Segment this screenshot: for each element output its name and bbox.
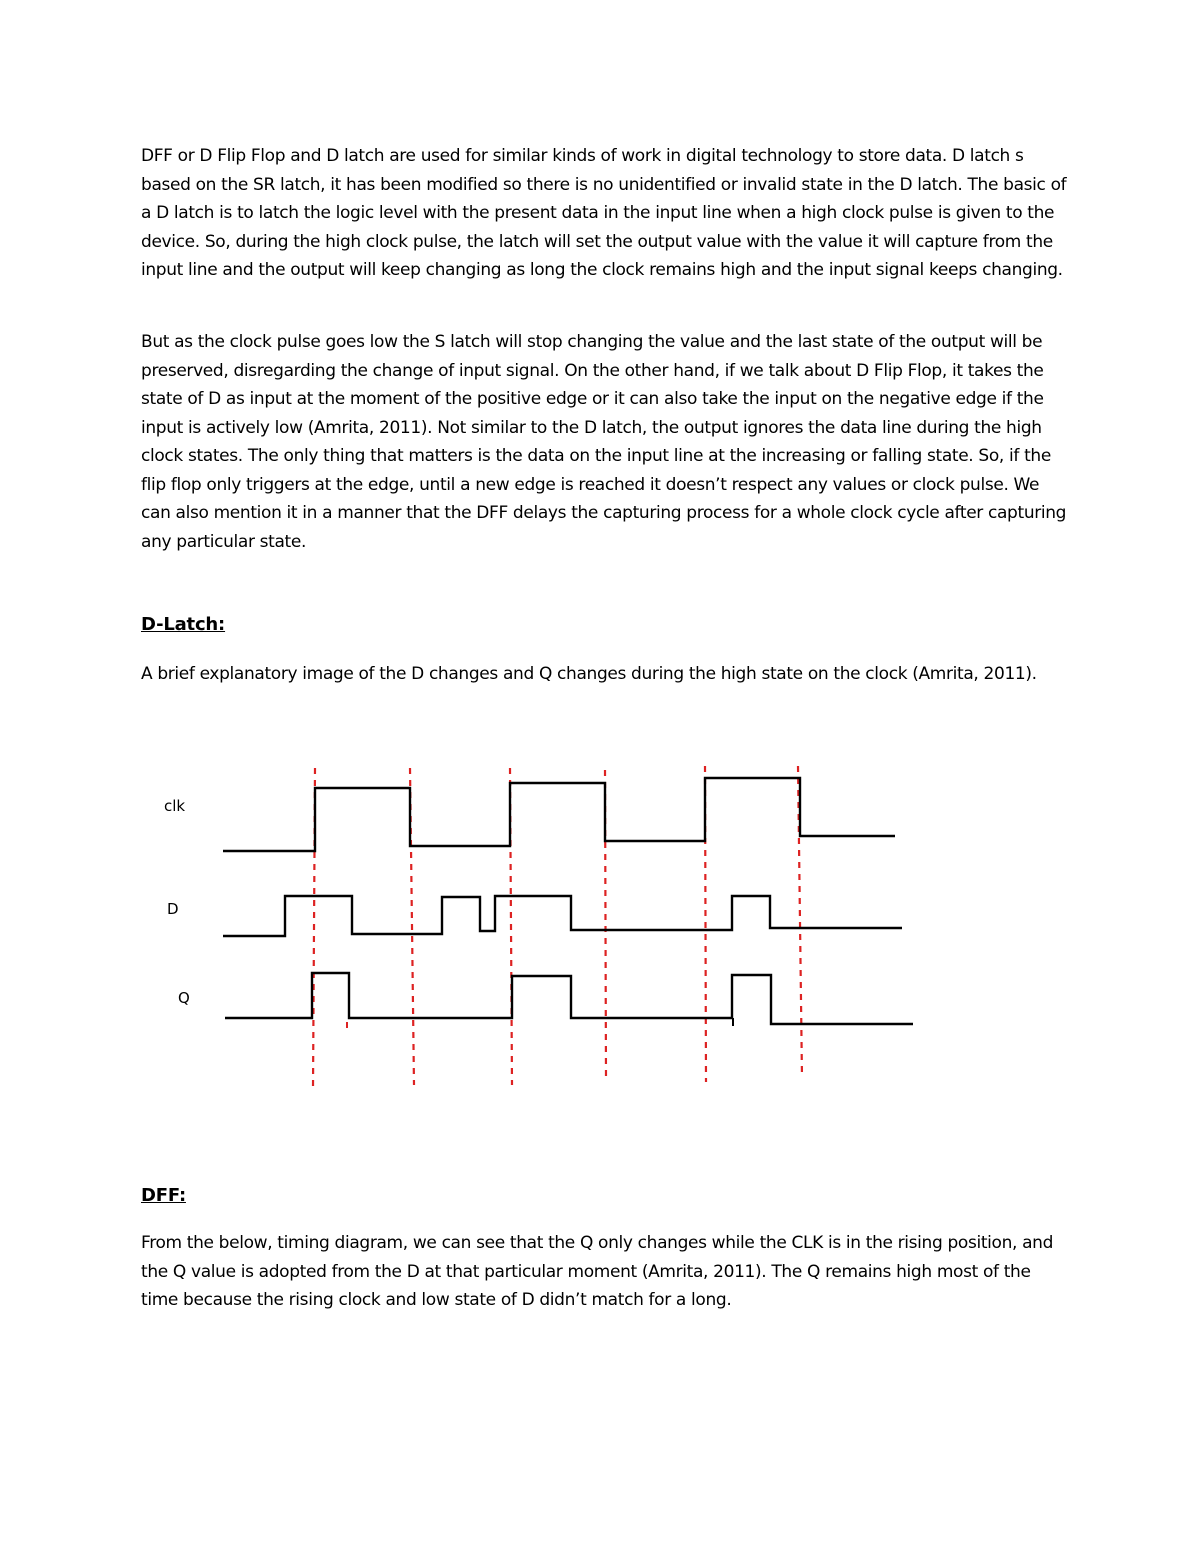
intro-paragraph: DFF or D Flip Flop and D latch are used for similar kinds of work in digital technology to store data. D latch s based on the SR latch, it has been modified so there is no unidentified or invalid state in the D latch. The basic of a D latch is to latch the logic level with the present data in the input line when a high clock pulse is given to the device. So, during the high clock pulse, the latch will set the output value with the value it will capture from the input line and the output will keep changing as long the clock remains high and the input signal keeps changing. [141,146,1067,280]
dff-heading: DFF: [141,1185,186,1206]
dlatch-heading: D-Latch: [141,614,226,635]
clk-waveform [223,778,895,851]
d-label: D [167,900,179,918]
dlatch-caption: A brief explanatory image of the D changes and Q changes during the high state on the clock (Amrita, 2011). [141,664,1037,684]
clock-edge-markers [313,766,802,1088]
q-waveform [225,973,913,1024]
dlatch-timing-diagram [150,760,930,1100]
dff-paragraph: From the below, timing diagram, we can see that the Q only changes while the CLK is in the rising position, and the Q value is adopted from the D at that particular moment (Amrita, 2011). The Q remains high most of the time because the rising clock and low state of D didn’t match for a long. [141,1233,1054,1310]
second-paragraph: But as the clock pulse goes low the S latch will stop changing the value and the last state of the output will be preserved, disregarding the change of input signal. On the other hand, if we talk about D Flip Flop, it takes the state of D as input at the moment of the positive edge or it can also take the input on the negative edge if the input is actively low (Amrita, 2011). Not similar to the D latch, the output ignores the data line during the high clock states. The only thing that matters is the data on the input line at the increasing or falling state. So, if the flip flop only triggers at the edge, until a new edge is reached it doesn’t respect any values or clock pulse. We can also mention it in a manner that the DFF delays the capturing process for a whole clock cycle after capturing any particular state. [141,332,1067,552]
clk-label: clk [164,797,186,815]
q-label: Q [178,989,190,1007]
